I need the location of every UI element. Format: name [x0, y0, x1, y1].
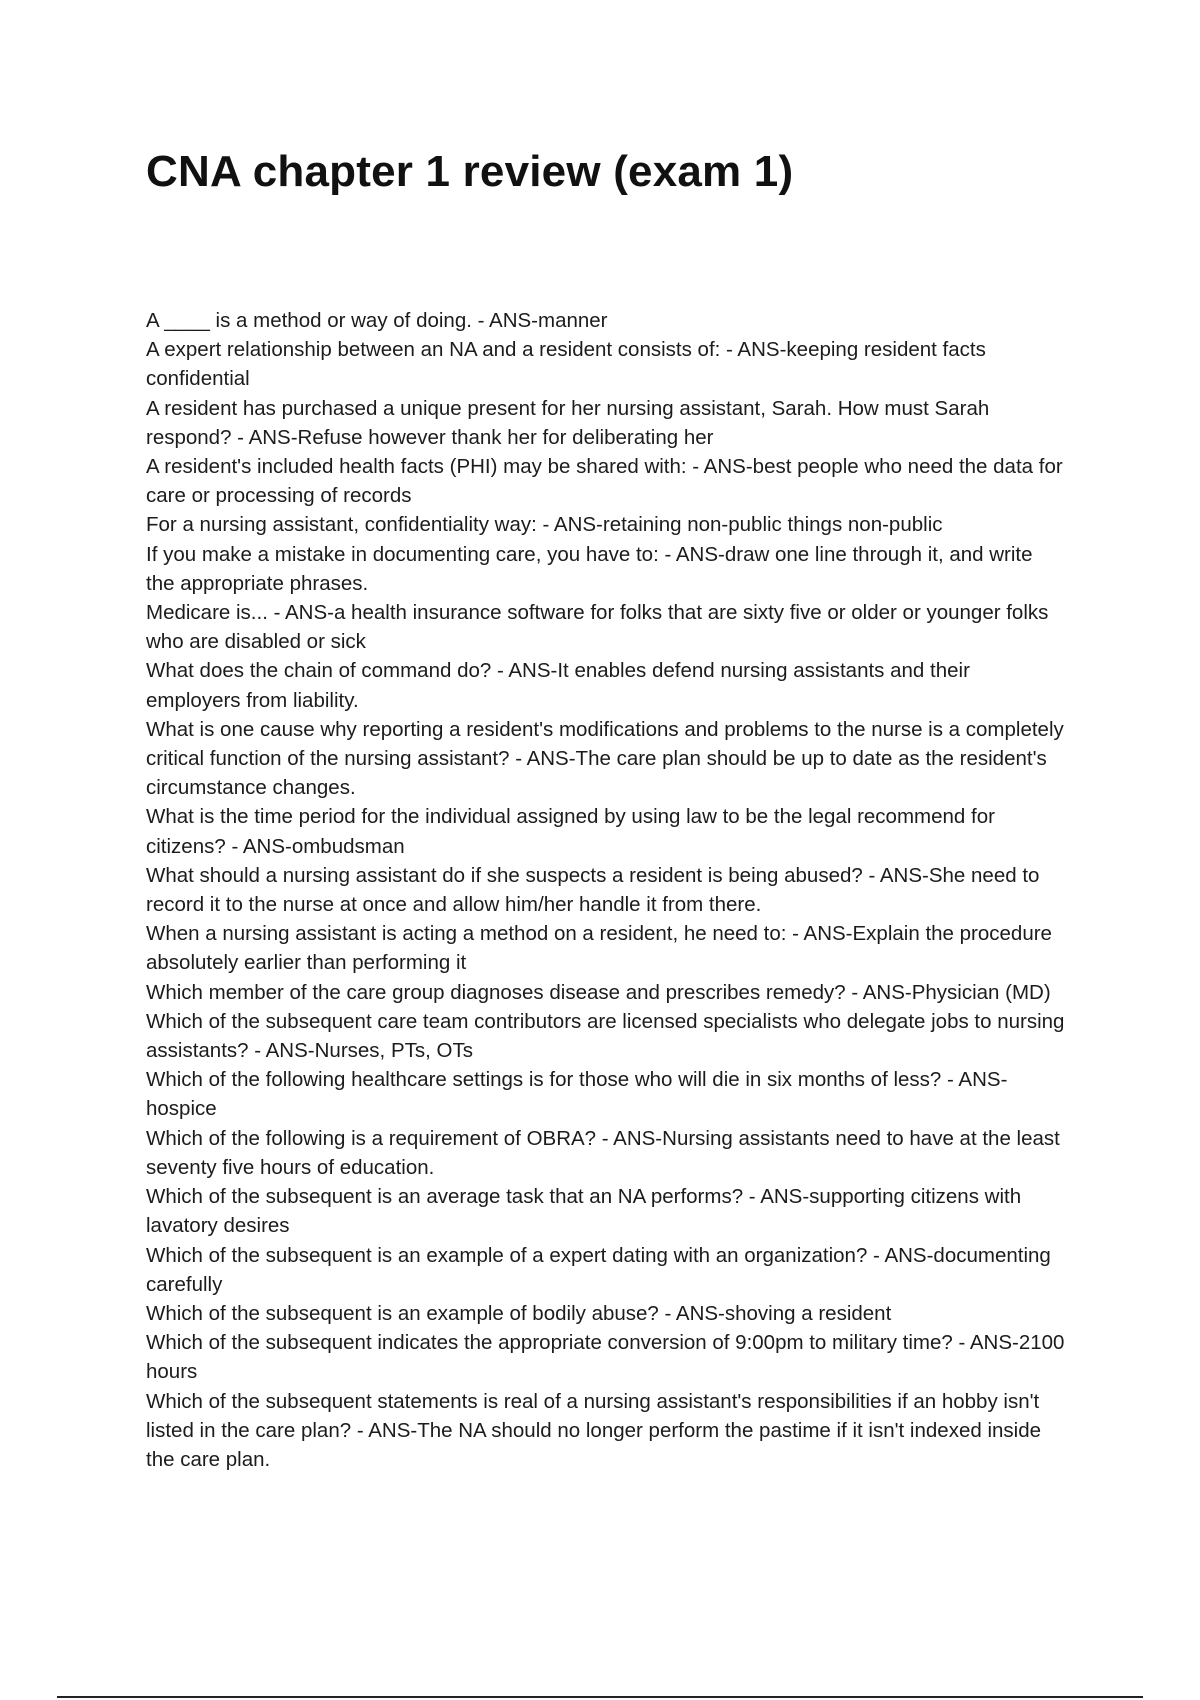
qa-item: Which of the subsequent is an example of bodily abuse? - ANS-shoving a resident [146, 1301, 892, 1325]
qa-item: Which of the following healthcare settings is for those who will die in six months of less? - ANS-hospice [146, 1068, 1008, 1121]
qa-item: A resident has purchased a unique present for her nursing assistant, Sarah. How must Sarah respond? - ANS-Refuse however thank her for deliberating her [146, 396, 990, 449]
qa-item: What does the chain of command do? - ANS-It enables defend nursing assistants and their employers from liability. [146, 659, 970, 712]
qa-item: What is the time period for the individual assigned by using law to be the legal recommend for citizens? - ANS-ombudsman [146, 805, 995, 858]
qa-item: If you make a mistake in documenting care, you have to: - ANS-draw one line through it, and write the appropriate phrases. [146, 542, 1033, 595]
qa-item: Which of the subsequent is an average task that an NA performs? - ANS-supporting citizens with lavatory desires [146, 1185, 1022, 1238]
qa-item: Which member of the care group diagnoses disease and prescribes remedy? - ANS-Physician (MD) [146, 980, 1051, 1004]
qa-item: When a nursing assistant is acting a method on a resident, he need to: - ANS-Explain the procedure absolutely earlier than performing it [146, 922, 1052, 975]
qa-item: What is one cause why reporting a resident's modifications and problems to the nurse is a completely critical function of the nursing assistant? - ANS-The care plan should be up to date as the resident's circumstance changes. [146, 717, 1064, 800]
qa-item: Which of the subsequent is an example of a expert dating with an organization? - ANS-documenting carefully [146, 1243, 1051, 1296]
document-title: CNA chapter 1 review (exam 1) [146, 147, 794, 196]
qa-item: A resident's included health facts (PHI) may be shared with: - ANS-best people who need the data for care or processing of records [146, 455, 1063, 508]
qa-item: A ____ is a method or way of doing. - ANS-manner [146, 309, 608, 332]
qa-item: Medicare is... - ANS-a health insurance software for folks that are sixty five or older or younger folks who are disabled or sick [146, 601, 1049, 654]
qa-item: Which of the subsequent indicates the appropriate conversion of 9:00pm to military time? - ANS-2100 hours [146, 1331, 1065, 1384]
qa-item: Which of the subsequent statements is real of a nursing assistant's responsibilities if an hobby isn't listed in the care plan? - ANS-The NA should no longer perform the pastime if it isn't indexed inside the care plan. [146, 1389, 1042, 1471]
qa-item: Which of the subsequent care team contributors are licensed specialists who delegate jobs to nursing assistants? - ANS-Nurses, PTs, OTs [146, 1009, 1065, 1063]
qa-item: Which of the following is a requirement of OBRA? - ANS-Nursing assistants need to have at the least seventy five hours of education. [146, 1126, 1060, 1179]
qa-item: What should a nursing assistant do if she suspects a resident is being abused? - ANS-She need to record it to the nurse at once and allow him/her handle it from there. [146, 863, 1040, 917]
qa-item: For a nursing assistant, confidentiality way: - ANS-retaining non-public things non-public [146, 513, 943, 537]
qa-list [146, 306, 1066, 1474]
footer-divider [57, 1696, 1143, 1698]
qa-item: A expert relationship between an NA and a resident consists of: - ANS-keeping resident facts confidential [146, 338, 986, 391]
